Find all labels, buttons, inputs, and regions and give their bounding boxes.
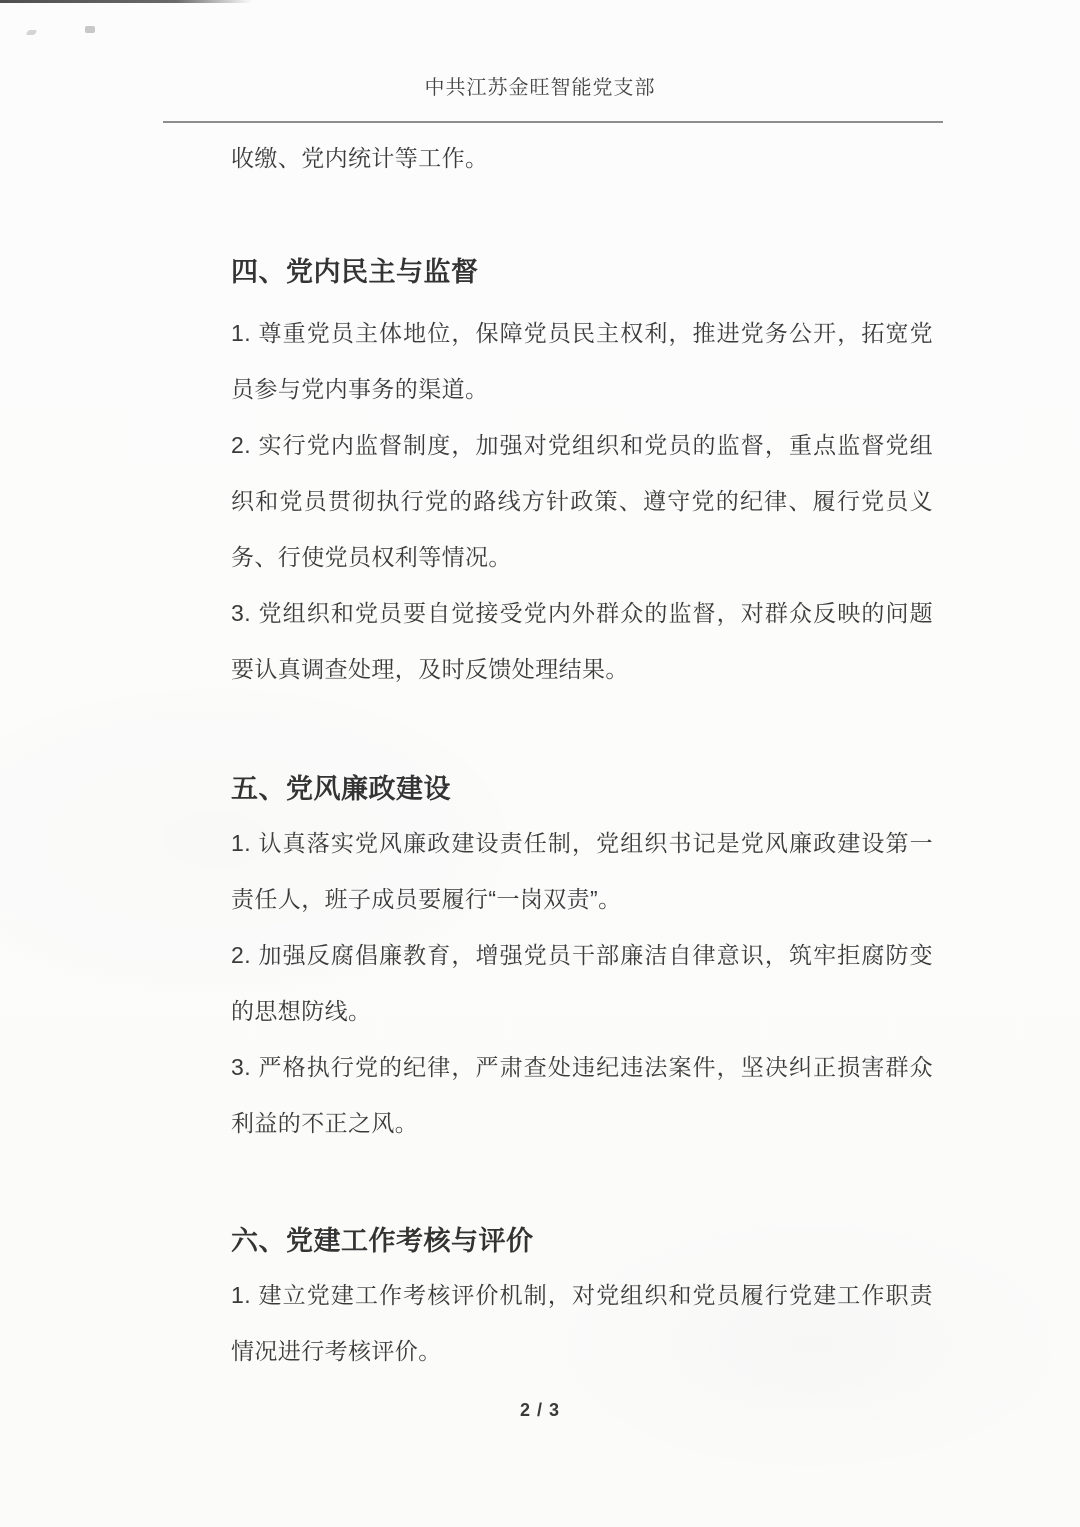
document-body xyxy=(231,130,933,1379)
scan-artifact-top-edge xyxy=(0,0,252,3)
paragraph: 1. 建立党建工作考核评价机制，对党组织和党员履行党建工作职责情况进行考核评价。 xyxy=(231,1282,933,1364)
paragraph: 1. 尊重党员主体地位，保障党员民主权利，推进党务公开，拓宽党员参与党内事务的渠道。 xyxy=(231,320,933,402)
section-heading-party-building-assessment: 六、党建工作考核与评价 xyxy=(231,1226,534,1256)
organization-name: 中共江苏金旺智能党支部 xyxy=(424,77,656,99)
scan-artifact-speck xyxy=(85,26,95,33)
paragraph: 3. 严格执行党的纪律，严肃查处违纪违法案件，坚决纠正损害群众利益的不正之风。 xyxy=(231,1054,933,1136)
paragraph: 2. 加强反腐倡廉教育，增强党员干部廉洁自律意识，筑牢拒腐防变的思想防线。 xyxy=(231,942,933,1024)
page-number: 2 / 3 xyxy=(519,1400,561,1420)
scan-artifact-speck xyxy=(26,30,38,35)
section-heading-party-democracy-supervision: 四、党内民主与监督 xyxy=(231,257,479,287)
paragraph: 2. 实行党内监督制度，加强对党组织和党员的监督，重点监督党组织和党员贯彻执行党的路线方针政策、遵守党的纪律、履行党员义务、行使党员权利等情况。 xyxy=(231,432,933,570)
page-header xyxy=(0,70,1080,106)
paragraph: 1. 认真落实党风廉政建设责任制，党组织书记是党风廉政建设第一责任人，班子成员要履行“一岗双责”。 xyxy=(231,830,933,912)
page-footer xyxy=(0,1398,1080,1422)
paragraph: 3. 党组织和党员要自觉接受党内外群众的监督，对群众反映的问题要认真调查处理，及时反馈处理结果。 xyxy=(231,600,933,682)
header-divider-line xyxy=(163,121,943,123)
paragraph-continuation: 收缴、党内统计等工作。 xyxy=(231,145,489,171)
section-heading-party-conduct-clean-governance: 五、党风廉政建设 xyxy=(231,774,451,804)
